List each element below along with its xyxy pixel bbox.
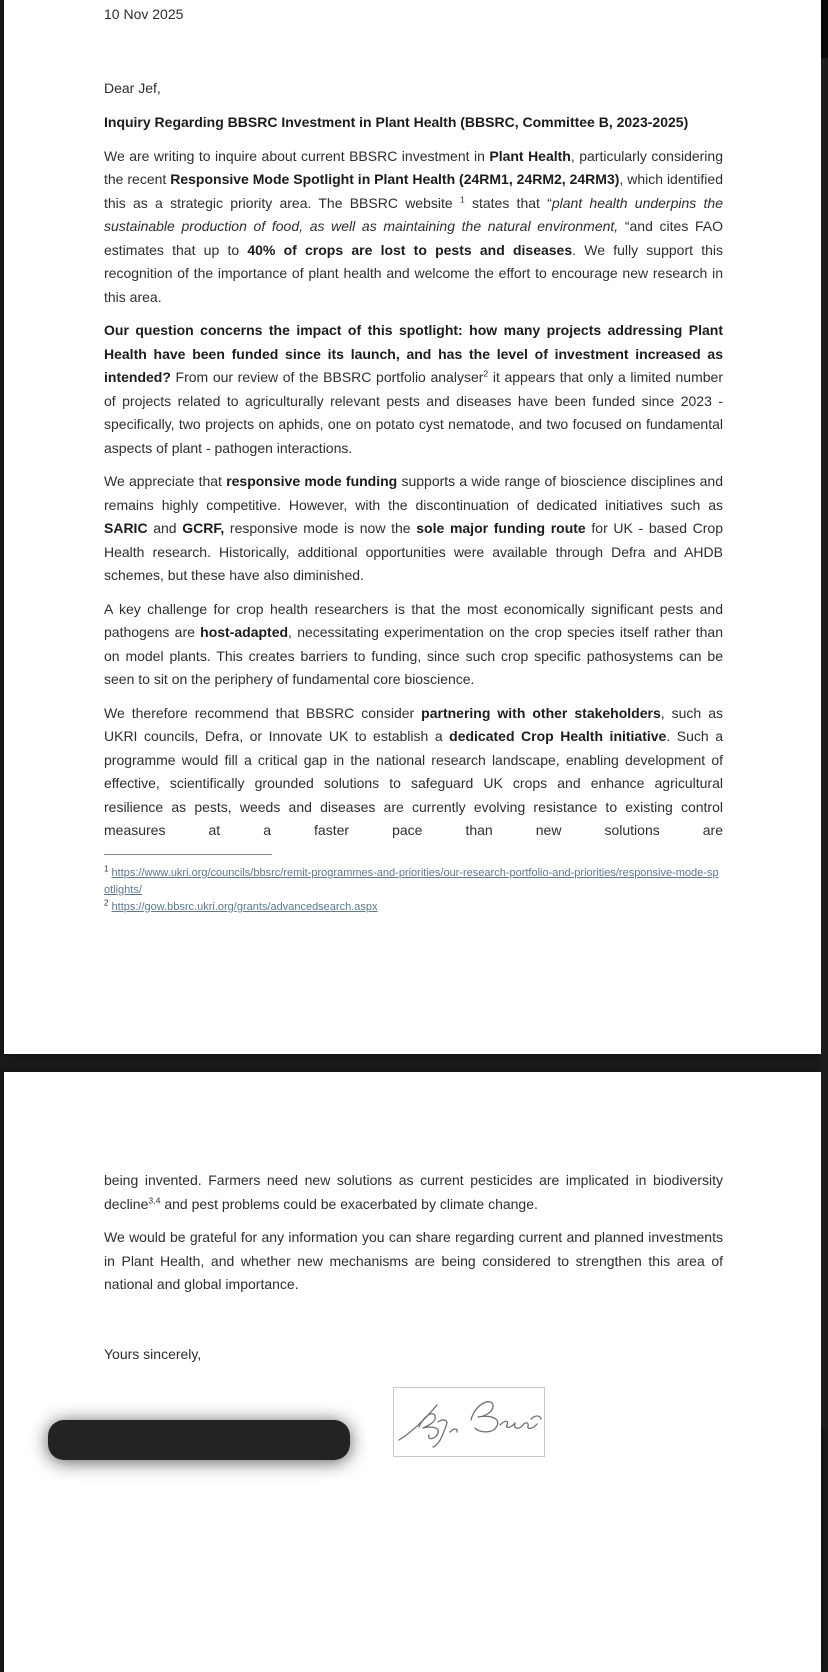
text-run: 2 [483,368,489,379]
scrollbar-thumb[interactable] [821,0,828,58]
document-page-1 [4,0,821,1054]
text-run: , which identified this as a strategic priority area. The BBSRC website [104,171,723,211]
text-run: From our review of the BBSRC portfolio analyser [170,369,484,385]
handwritten-signature-icon [394,1392,544,1452]
text-run: We therefore recommend that BBSRC consider [104,704,422,721]
footnote-separator [104,854,272,855]
letter-date: 10 Nov 2025 [104,6,184,22]
closing-salutation: Yours sincerely, [104,1345,202,1362]
text-run: , such as UKRI councils, Defra, or Innovate UK to establish a [104,704,723,744]
signature-box [393,1387,545,1457]
text-run: sole major funding route [416,520,586,536]
footnote-1-marker: 1 [104,863,109,873]
text-run: responsive mode funding [226,473,398,489]
text-run: it appears that only a limited number of projects related to agriculturally relevant pests and diseases have been funded since 2023 - specifically, two projects on aphids, one on potato cyst nematode, and two focused on fundamental aspects of plant - pathogen interactions. [104,369,723,456]
text-run: Our question concerns the impact of this spotlight: how many projects addressing Plant Health have been funded since its launch, and has the level of investment increased as intended? [104,322,723,385]
paragraph-2 [104,319,723,460]
page-2-content [4,1072,821,1457]
text-run: , particularly considering the recent [104,147,723,187]
text-run: dedicated Crop Health initiative [449,728,667,744]
text-run: . Such a programme would fill a critical gap in the national research landscape, enabling development of effective, scientifically grounded solutions to safeguard UK crops and enhance agricultural resilience as pests, weeds and diseases are currently evolving resistance to existing control measures at a faster pace than new solutions are [104,728,723,838]
footnote-1-link[interactable]: https://www.ukri.org/councils/bbsrc/remit-programmes-and-priorities/our-research-portfolio-and-priorities/responsive-mode-spotlights/ [104,866,719,896]
text-run: and pest problems could be exacerbated by climate change. [160,1195,538,1212]
scrollbar-track[interactable] [821,0,828,1429]
text-run: plant health underpins the sustainable production of food, as well as maintaining the natural environment, [104,194,723,234]
text-run: . We fully support this recognition of the importance of plant health and welcome the effort to encourage new research in this area. [104,241,723,305]
footnote-1 [104,865,723,899]
text-run: We appreciate that [104,473,227,489]
text-run: and [147,520,183,536]
text-run: partnering with other stakeholders [421,704,661,721]
text-run: 3,4 [148,1194,161,1205]
text-run: We are writing to inquire about current BBSRC investment in [104,147,490,164]
text-run: A key challenge for crop health researchers is that the most economically significant pests and pathogens are [104,600,723,640]
text-run: Responsive Mode Spotlight in Plant Health (24RM1, 24RM2, 24RM3) [170,171,620,187]
text-run: GCRF, [182,520,225,536]
text-run: 1 [459,193,465,204]
paragraph-7 [104,1226,723,1297]
text-run: Plant Health [489,147,571,164]
paragraph-5 [104,702,723,843]
text-run: supports a wide range of bioscience disciplines and remains highly competitive. However, with the discontinuation of dedicated initiatives such as [104,473,723,513]
floating-toolbar-peek[interactable] [48,1420,350,1460]
paragraph-4 [104,598,723,692]
text-run: “and cites FAO estimates that up to [104,218,724,258]
footnote-2 [104,899,723,916]
footnote-2-link[interactable]: https://gow.bbsrc.ukri.org/grants/advancedsearch.aspx [111,900,378,913]
paragraph-3 [104,470,723,588]
salutation: Dear Jef, [104,79,161,96]
paragraph-1 [104,145,723,310]
text-run: We would be grateful for any information you can share regarding current and planned investments in Plant Health, and whether new mechanisms are being considered to strengthen this area of national and global importance. [104,1229,723,1292]
text-run: for UK - based Crop Health research. Historically, additional opportunities were available through Defra and AHDB schemes, but these have also diminished. [104,520,723,583]
text-run: states that “ [464,194,552,211]
text-run: being invented. Farmers need new solutions as current pesticides are implicated in biodiversity decline [104,1172,723,1212]
text-run: responsive mode is now the [224,520,417,536]
letter-subject-heading: Inquiry Regarding BBSRC Investment in Plant Health (BBSRC, Committee B, 2023-2025) [104,114,689,130]
text-run: SARIC [104,520,148,536]
footnotes [104,865,723,916]
document-page-2 [4,1072,821,1672]
paragraph-6 [104,1169,723,1216]
text-run: host-adapted [200,624,289,640]
footnote-2-marker: 2 [104,897,109,907]
text-run: , necessitating experimentation on the crop species itself rather than on model plants. This creates barriers to funding, since such crop specific pathosystems can be seen to sit on the periphery of fundamental core bioscience. [104,624,723,687]
page-1-content [4,0,821,916]
text-run: 40% of crops are lost to pests and diseases [247,241,573,258]
